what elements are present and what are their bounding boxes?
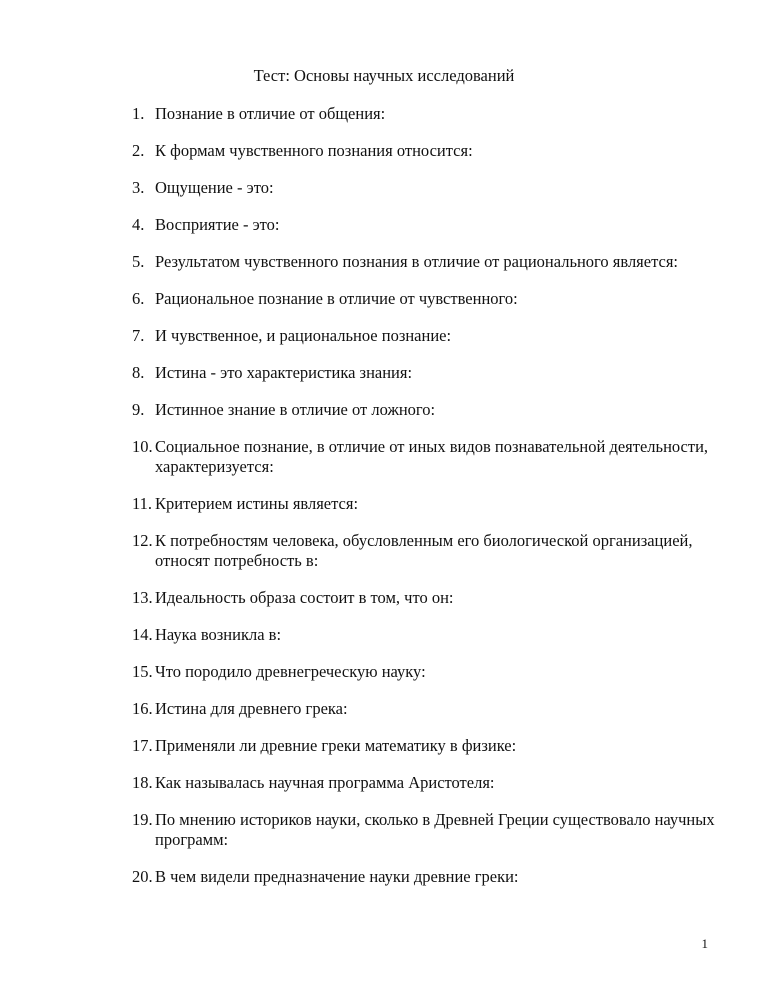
question-number: 8.: [132, 363, 145, 382]
question-text: Что породило древнегреческую науку:: [155, 662, 426, 681]
question-item: [132, 625, 722, 645]
question-item: [132, 531, 722, 571]
question-text: По мнению историков науки, сколько в Древней Греции существовало научных программ:: [155, 810, 715, 849]
question-text: Результатом чувственного познания в отличие от рационального является:: [155, 252, 679, 271]
question-text: И чувственное, и рациональное познание:: [155, 326, 452, 345]
question-item: [132, 867, 722, 887]
question-number: 16.: [132, 699, 153, 718]
document-title: Тест: Основы научных исследований: [253, 66, 515, 85]
question-number: 11.: [132, 494, 153, 513]
question-number: 9.: [132, 400, 145, 419]
question-number: 4.: [132, 215, 145, 234]
question-number: 2.: [132, 141, 145, 160]
question-number: 19.: [132, 810, 153, 829]
question-text: Применяли ли древние греки математику в физике:: [155, 736, 517, 755]
question-number: 5.: [132, 252, 145, 271]
question-text: Идеальность образа состоит в том, что он:: [155, 588, 454, 607]
question-number: 3.: [132, 178, 145, 197]
question-number: 18.: [132, 773, 153, 792]
question-text: Восприятие - это:: [155, 215, 280, 234]
question-item: [132, 363, 722, 383]
question-number: 1.: [132, 104, 145, 123]
question-item: [132, 588, 722, 608]
question-text: В чем видели предназначение науки древние греки:: [155, 867, 519, 886]
question-item: [132, 326, 722, 346]
question-item: [132, 400, 722, 420]
question-number: 20.: [132, 867, 153, 886]
question-item: [132, 252, 722, 272]
question-list: [132, 104, 722, 904]
question-item: [132, 437, 722, 477]
question-text: К потребностям человека, обусловленным его биологической организацией, относят потребность в:: [155, 531, 693, 570]
question-text: Социальное познание, в отличие от иных видов познавательной деятельности, характеризуется:: [155, 437, 709, 476]
question-number: 7.: [132, 326, 145, 345]
question-text: Как называлась научная программа Аристотеля:: [155, 773, 495, 792]
question-item: [132, 141, 722, 161]
question-item: [132, 736, 722, 756]
question-number: 10.: [132, 437, 153, 456]
question-text: Критерием истины является:: [155, 494, 359, 513]
question-item: [132, 494, 722, 514]
question-item: [132, 289, 722, 309]
question-number: 14.: [132, 625, 153, 644]
question-item: [132, 178, 722, 198]
question-text: Наука возникла в:: [155, 625, 282, 644]
question-number: 17.: [132, 736, 153, 755]
question-item: [132, 699, 722, 719]
question-item: [132, 773, 722, 793]
page-number: 1: [701, 936, 708, 951]
question-number: 6.: [132, 289, 145, 308]
question-item: [132, 662, 722, 682]
question-number: 12.: [132, 531, 153, 550]
question-number: 15.: [132, 662, 153, 681]
question-item: [132, 215, 722, 235]
question-text: Истина - это характеристика знания:: [155, 363, 413, 382]
question-text: Ощущение - это:: [155, 178, 274, 197]
question-item: [132, 104, 722, 124]
question-text: Рациональное познание в отличие от чувственного:: [155, 289, 518, 308]
question-item: [132, 810, 722, 850]
question-text: К формам чувственного познания относится:: [155, 141, 473, 160]
question-text: Истинное знание в отличие от ложного:: [155, 400, 436, 419]
question-number: 13.: [132, 588, 153, 607]
question-text: Познание в отличие от общения:: [155, 104, 386, 123]
question-text: Истина для древнего грека:: [155, 699, 348, 718]
